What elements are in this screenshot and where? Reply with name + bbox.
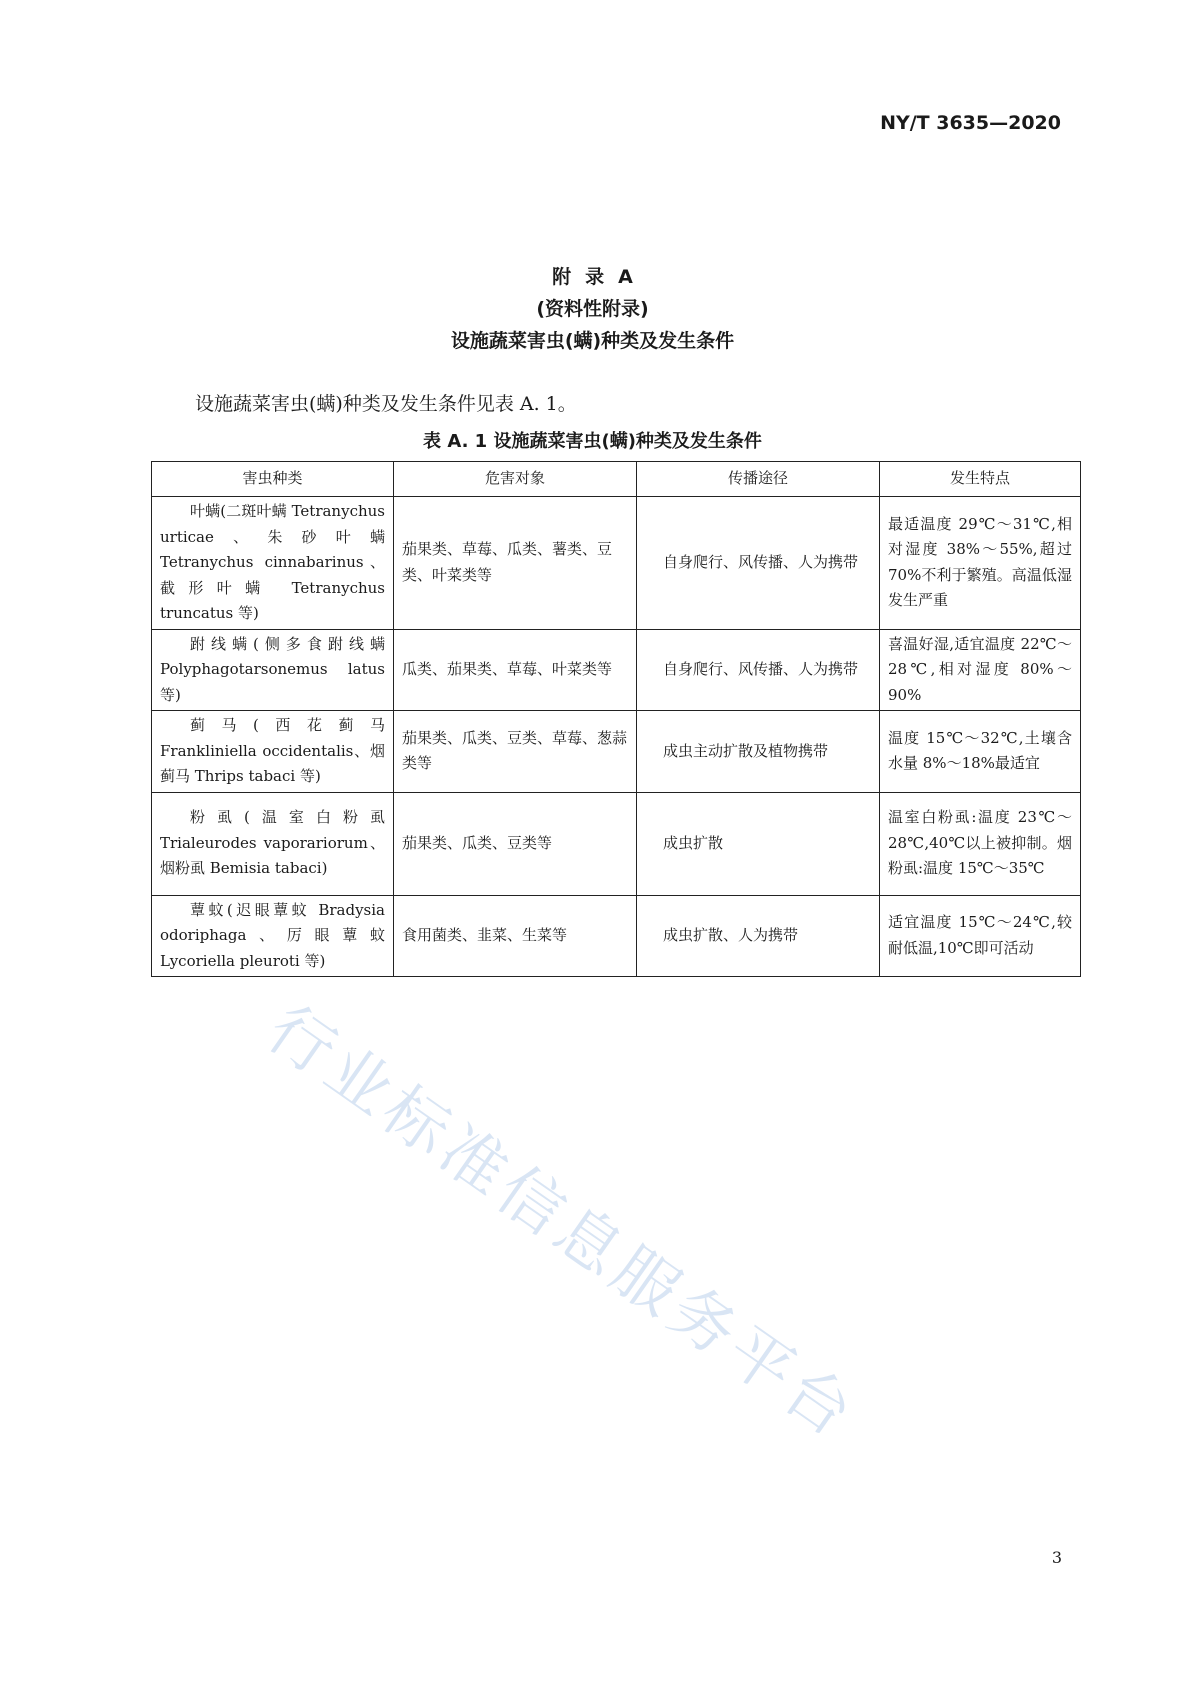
column-header-hosts: 危害对象 (394, 462, 637, 497)
cell-pest: 跗线螨(侧多食跗线螨 Polyphagotarsonemus latus 等) (152, 629, 394, 711)
cell-spread: 成虫扩散 (637, 792, 880, 895)
cell-conditions: 适宜温度 15℃～24℃,较耐低温,10℃即可活动 (880, 895, 1081, 977)
cell-pest: 粉虱(温室白粉虱 Trialeurodes vaporariorum、烟粉虱 Bemisia tabaci) (152, 792, 394, 895)
page-number: 3 (1051, 1548, 1062, 1567)
table-row (152, 792, 1081, 895)
appendix-heading (0, 262, 1185, 356)
table-caption: 表 A. 1 设施蔬菜害虫(螨)种类及发生条件 (423, 431, 762, 452)
cell-spread: 自身爬行、风传播、人为携带 (637, 497, 880, 630)
cell-spread: 成虫扩散、人为携带 (637, 895, 880, 977)
cell-hosts: 食用菌类、韭菜、生菜等 (394, 895, 637, 977)
cell-spread: 成虫主动扩散及植物携带 (637, 711, 880, 793)
cell-hosts: 茄果类、瓜类、豆类、草莓、葱蒜类等 (394, 711, 637, 793)
column-header-pest: 害虫种类 (152, 462, 394, 497)
cell-pest: 叶螨(二斑叶螨 Tetranychus urticae、朱砂叶螨 Tetranychus cinnabarinus、截形叶螨 Tetranychus truncatus 等) (152, 497, 394, 630)
cell-conditions: 最适温度 29℃～31℃,相对湿度 38%～55%,超过 70%不利于繁殖。高温低湿发生严重 (880, 497, 1081, 630)
cell-hosts: 茄果类、瓜类、豆类等 (394, 792, 637, 895)
watermark: 行业标准信息服务平台 (253, 992, 870, 1455)
appendix-subtitle: (资料性附录) (536, 298, 649, 320)
table-row (152, 629, 1081, 711)
appendix-title: 附录A (552, 266, 647, 288)
pest-table (151, 461, 1081, 977)
table-row (152, 895, 1081, 977)
cell-hosts: 茄果类、草莓、瓜类、薯类、豆类、叶菜类等 (394, 497, 637, 630)
table-row (152, 497, 1081, 630)
cell-conditions: 喜温好湿,适宜温度 22℃～28℃,相对湿度 80%～90% (880, 629, 1081, 711)
cell-pest: 蕈蚊(迟眼蕈蚊 Bradysia odoriphaga、厉眼蕈蚊 Lycoriella pleuroti 等) (152, 895, 394, 977)
table-row (152, 711, 1081, 793)
cell-pest: 蓟马(西花蓟马 Frankliniella occidentalis、烟蓟马 Thrips tabaci 等) (152, 711, 394, 793)
intro-paragraph: 设施蔬菜害虫(螨)种类及发生条件见表 A. 1。 (195, 393, 577, 415)
column-header-spread: 传播途径 (637, 462, 880, 497)
table-header-row (152, 462, 1081, 497)
cell-hosts: 瓜类、茄果类、草莓、叶菜类等 (394, 629, 637, 711)
appendix-name: 设施蔬菜害虫(螨)种类及发生条件 (450, 330, 735, 352)
cell-conditions: 温室白粉虱:温度 23℃～28℃,40℃以上被抑制。烟粉虱:温度 15℃～35℃ (880, 792, 1081, 895)
column-header-conditions: 发生特点 (880, 462, 1081, 497)
cell-spread: 自身爬行、风传播、人为携带 (637, 629, 880, 711)
standard-code: NY/T 3635—2020 (880, 112, 1061, 134)
cell-conditions: 温度 15℃～32℃,土壤含水量 8%～18%最适宜 (880, 711, 1081, 793)
